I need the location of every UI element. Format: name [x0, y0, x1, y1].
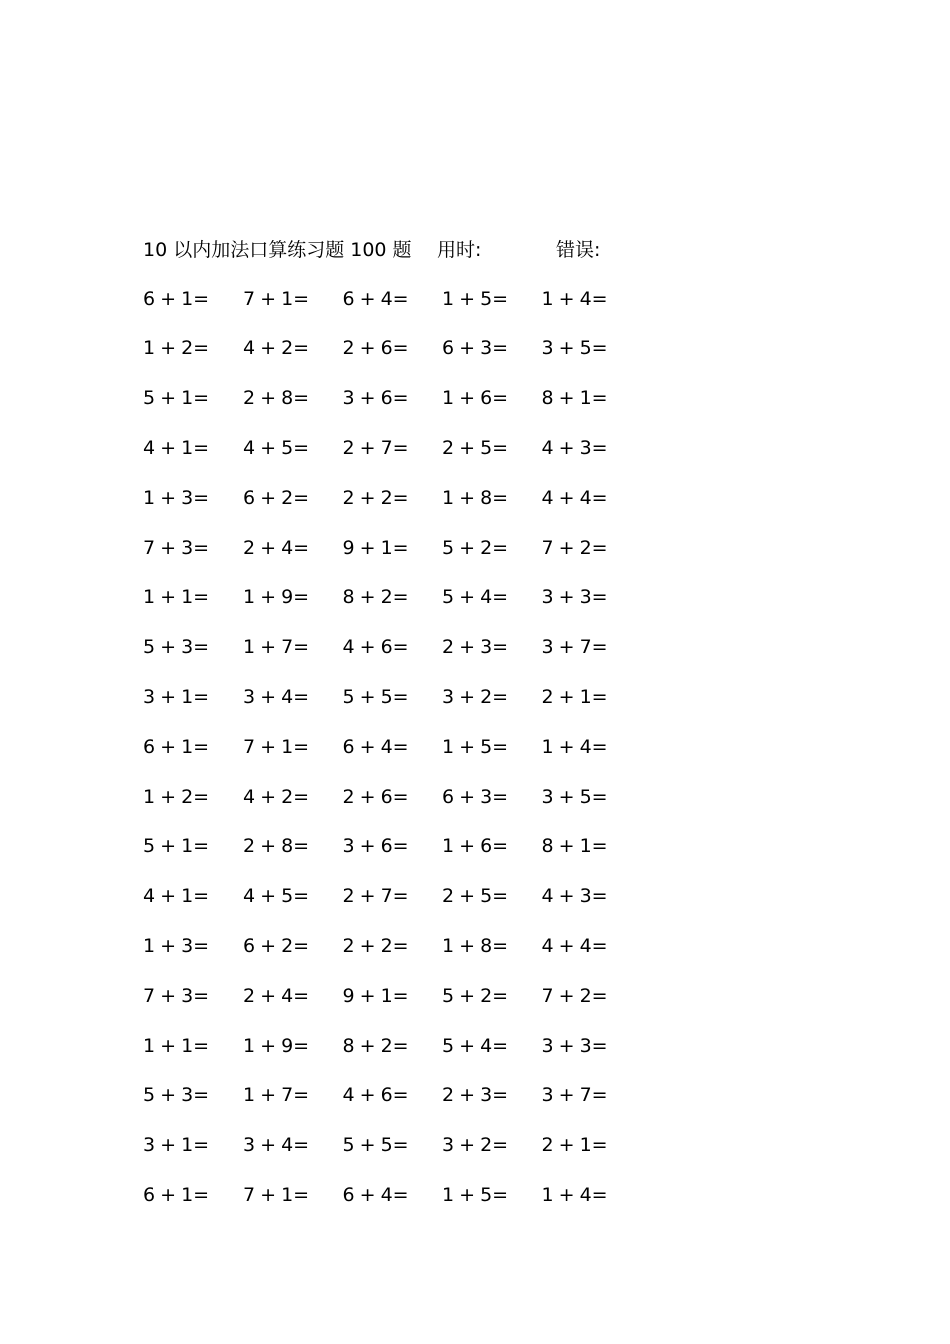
problem-item: 1 + 1= — [143, 586, 210, 609]
problem-item: 6 + 3= — [442, 785, 509, 808]
problem-item: 1 + 3= — [143, 486, 210, 509]
problem-item: 3 + 3= — [541, 586, 608, 609]
problem-item: 5 + 4= — [442, 586, 509, 609]
problem-item: 1 + 1= — [143, 1034, 210, 1057]
problem-item: 1 + 5= — [442, 287, 509, 310]
problem-item: 6 + 4= — [342, 287, 409, 310]
problem-item: 4 + 1= — [143, 885, 210, 908]
problem-item: 5 + 4= — [442, 1034, 509, 1057]
problem-item: 6 + 4= — [342, 1183, 409, 1206]
problem-item: 5 + 2= — [442, 984, 509, 1007]
problem-item: 1 + 2= — [143, 337, 210, 360]
problem-item: 3 + 5= — [541, 785, 608, 808]
problem-item: 1 + 6= — [442, 387, 509, 410]
problem-item: 4 + 6= — [342, 1084, 409, 1107]
problem-item: 2 + 3= — [442, 636, 509, 659]
problem-item: 6 + 1= — [143, 1183, 210, 1206]
problem-item: 5 + 3= — [143, 636, 210, 659]
problem-item: 1 + 7= — [243, 1084, 310, 1107]
problem-item: 5 + 1= — [143, 835, 210, 858]
problem-item: 3 + 2= — [442, 685, 509, 708]
problem-item: 4 + 2= — [243, 785, 310, 808]
problem-item: 2 + 7= — [342, 885, 409, 908]
problem-item: 1 + 4= — [541, 1183, 608, 1206]
problem-item: 5 + 5= — [342, 1134, 409, 1157]
problem-item: 1 + 3= — [143, 934, 210, 957]
problem-item: 7 + 1= — [243, 1183, 310, 1206]
problem-item: 4 + 4= — [541, 934, 608, 957]
problem-item: 1 + 9= — [243, 1034, 310, 1057]
problem-item: 7 + 3= — [143, 984, 210, 1007]
problem-item: 7 + 1= — [243, 735, 310, 758]
problem-item: 2 + 4= — [243, 984, 310, 1007]
problem-item: 3 + 6= — [342, 835, 409, 858]
problem-item: 7 + 2= — [541, 984, 608, 1007]
problem-item: 4 + 1= — [143, 436, 210, 459]
problem-item: 7 + 1= — [243, 287, 310, 310]
problem-item: 1 + 6= — [442, 835, 509, 858]
problem-item: 1 + 2= — [143, 785, 210, 808]
problem-item: 1 + 5= — [442, 735, 509, 758]
problem-item: 9 + 1= — [342, 984, 409, 1007]
problem-item: 4 + 5= — [243, 436, 310, 459]
problem-item: 6 + 3= — [442, 337, 509, 360]
problem-item: 2 + 3= — [442, 1084, 509, 1107]
problem-item: 4 + 6= — [342, 636, 409, 659]
problem-item: 5 + 2= — [442, 536, 509, 559]
problem-item: 1 + 8= — [442, 934, 509, 957]
problem-item: 1 + 5= — [442, 1183, 509, 1206]
problem-item: 6 + 4= — [342, 735, 409, 758]
problem-item: 3 + 7= — [541, 1084, 608, 1107]
problem-item: 2 + 8= — [243, 387, 310, 410]
worksheet — [143, 236, 663, 1206]
problem-item: 2 + 1= — [541, 1134, 608, 1157]
problem-item: 1 + 4= — [541, 735, 608, 758]
problem-item: 2 + 6= — [342, 785, 409, 808]
problem-item: 3 + 4= — [243, 1134, 310, 1157]
problem-item: 3 + 5= — [541, 337, 608, 360]
problem-item: 1 + 9= — [243, 586, 310, 609]
problem-item: 6 + 1= — [143, 735, 210, 758]
problem-item: 8 + 1= — [541, 387, 608, 410]
problem-item: 5 + 3= — [143, 1084, 210, 1107]
error-count-label: 错误: — [556, 239, 601, 261]
problem-item: 7 + 2= — [541, 536, 608, 559]
problem-item: 2 + 5= — [442, 436, 509, 459]
problem-item: 5 + 1= — [143, 387, 210, 410]
worksheet-header — [143, 236, 663, 264]
problem-item: 2 + 4= — [243, 536, 310, 559]
problem-item: 3 + 1= — [143, 1134, 210, 1157]
time-used-label: 用时: — [437, 239, 482, 261]
problem-item: 3 + 2= — [442, 1134, 509, 1157]
problem-item: 3 + 6= — [342, 387, 409, 410]
problem-item: 6 + 1= — [143, 287, 210, 310]
problem-item: 4 + 2= — [243, 337, 310, 360]
problem-item: 1 + 4= — [541, 287, 608, 310]
problem-item: 4 + 3= — [541, 885, 608, 908]
problem-item: 7 + 3= — [143, 536, 210, 559]
problem-item: 2 + 5= — [442, 885, 509, 908]
problem-item: 4 + 4= — [541, 486, 608, 509]
problem-item: 2 + 7= — [342, 436, 409, 459]
problem-item: 4 + 3= — [541, 436, 608, 459]
problem-item: 3 + 4= — [243, 685, 310, 708]
problem-item: 3 + 7= — [541, 636, 608, 659]
problem-item: 9 + 1= — [342, 536, 409, 559]
worksheet-title: 10 以内加法口算练习题 100 题 — [143, 239, 412, 261]
problem-item: 2 + 2= — [342, 934, 409, 957]
problem-item: 6 + 2= — [243, 486, 310, 509]
problem-item: 8 + 2= — [342, 1034, 409, 1057]
problem-item: 3 + 1= — [143, 685, 210, 708]
problem-item: 4 + 5= — [243, 885, 310, 908]
problem-item: 8 + 2= — [342, 586, 409, 609]
problem-item: 1 + 7= — [243, 636, 310, 659]
problem-item: 2 + 1= — [541, 685, 608, 708]
problem-item: 2 + 6= — [342, 337, 409, 360]
problem-item: 1 + 8= — [442, 486, 509, 509]
problem-item: 2 + 8= — [243, 835, 310, 858]
problem-item: 8 + 1= — [541, 835, 608, 858]
problem-item: 6 + 2= — [243, 934, 310, 957]
problem-item: 5 + 5= — [342, 685, 409, 708]
problem-item: 2 + 2= — [342, 486, 409, 509]
problem-item: 3 + 3= — [541, 1034, 608, 1057]
